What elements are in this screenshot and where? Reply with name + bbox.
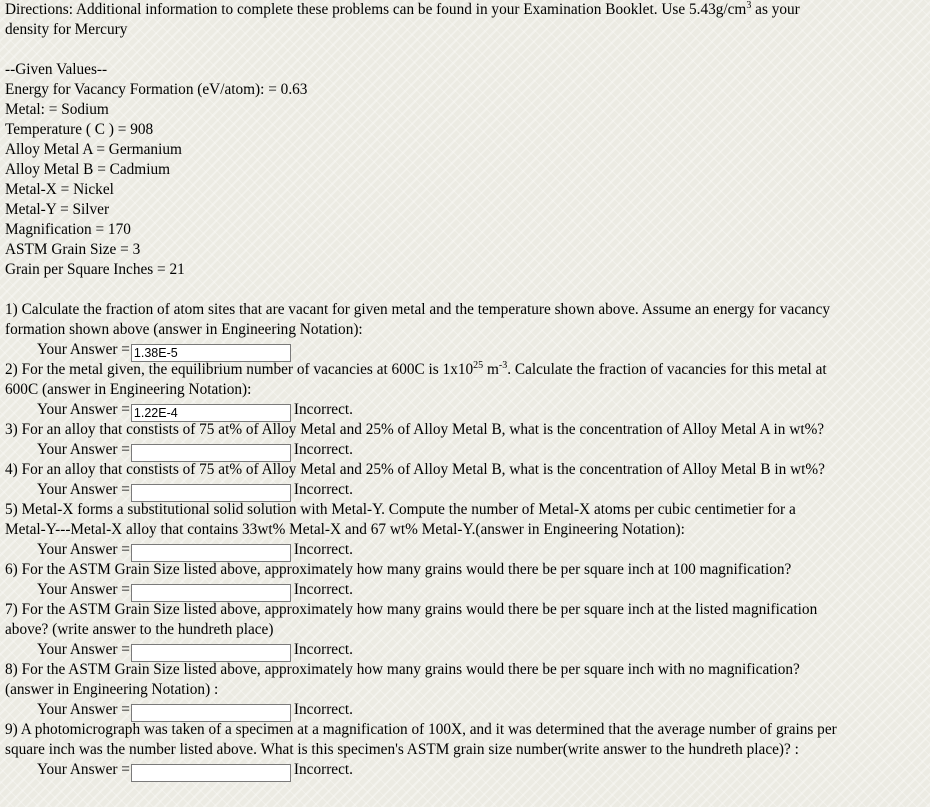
feedback-7: Incorrect. — [293, 641, 353, 658]
feedback-3: Incorrect. — [293, 441, 353, 458]
answer-label: Your Answer = — [37, 481, 130, 498]
question-4-text: 4) For an alloy that constists of 75 at% of Alloy Metal and 25% of Alloy Metal B, what is the concentration of Alloy Metal B in wt%? — [5, 461, 825, 478]
answer-label: Your Answer = — [37, 581, 130, 598]
given-energy: Energy for Vacancy Formation (eV/atom): = 0.63 — [5, 81, 308, 98]
directions-text-end: as your — [751, 1, 800, 18]
question-8-text: 8) For the ASTM Grain Size listed above, approximately how many grains would there be per square inch with no magnification? — [5, 661, 800, 678]
exponent-neg-3: -3 — [498, 360, 508, 371]
directions-line-1 — [5, 0, 925, 20]
given-metal-y: Metal-Y = Silver — [5, 201, 110, 218]
directions-line-2: density for Mercury — [5, 21, 128, 38]
answer-row-1 — [5, 340, 925, 360]
given-astm-grain-size: ASTM Grain Size = 3 — [5, 241, 141, 258]
feedback-2: Incorrect. — [293, 401, 353, 418]
given-metal: Metal: = Sodium — [5, 101, 109, 118]
feedback-5: Incorrect. — [293, 541, 353, 558]
given-metal-x: Metal-X = Nickel — [5, 181, 114, 198]
cubic-superscript: 3 — [746, 0, 752, 11]
question-7-text: 7) For the ASTM Grain Size listed above, approximately how many grains would there be per square inch at the listed magnification — [5, 601, 818, 618]
given-alloy-a: Alloy Metal A = Germanium — [5, 141, 182, 158]
given-temperature: Temperature ( C ) = 908 — [5, 121, 154, 138]
question-9-text-2: square inch was the number listed above. What is this specimen's ASTM grain size number(write answer to the hundreth place)? : — [5, 741, 799, 758]
question-2-text-2: 600C (answer in Engineering Notation): — [5, 381, 252, 398]
feedback-4: Incorrect. — [293, 481, 353, 498]
answer-row-2 — [5, 400, 925, 420]
answer-label: Your Answer = — [37, 341, 130, 358]
answer-row-9 — [5, 760, 925, 780]
question-2-text: 2) For the metal given, the equilibrium number of vacancies at 600C is $1x10^{25}$ $m^{-3}$. Calculate the fraction of vacancies for this metal at — [5, 360, 827, 378]
spacer — [5, 280, 925, 300]
answer-label: Your Answer = — [37, 541, 130, 558]
answer-row-7 — [5, 640, 925, 660]
question-7-text-2: above? (write answer to the hundreth place) — [5, 621, 274, 638]
question-5-text: 5) Metal-X forms a substitutional solid solution with Metal-Y. Compute the number of Metal-X atoms per cubic centimetier for a — [5, 501, 796, 518]
answer-row-4 — [5, 480, 925, 500]
question-9-text: 9) A photomicrograph was taken of a specimen at a magnification of 100X, and it was determined that the average number of grains per — [5, 721, 837, 738]
directions-text: Directions: Additional information to complete these problems can be found in your Examination Booklet. Use 5.43g/cm — [5, 1, 747, 18]
given-magnification: Magnification = 170 — [5, 221, 131, 238]
given-grains-per-square-inch: Grain per Square Inches = 21 — [5, 261, 185, 278]
answer-label: Your Answer = — [37, 761, 130, 778]
spacer — [5, 40, 925, 60]
question-1-text: 1) Calculate the fraction of atom sites that are vacant for given metal and the temperature shown above. Assume an energy for vacancy — [5, 301, 831, 318]
question-6-text: 6) For the ASTM Grain Size listed above, approximately how many grains would there be per square inch at 100 magnification? — [5, 561, 792, 578]
answer-label: Your Answer = — [37, 701, 130, 718]
question-5-text-2: Metal-Y---Metal-X alloy that contains 33wt% Metal-X and 67 wt% Metal-Y.(answer in Engineering Notation): — [5, 521, 685, 538]
question-8-text-2: (answer in Engineering Notation) : — [5, 681, 219, 698]
exponent-25: 25 — [473, 360, 484, 371]
feedback-9: Incorrect. — [293, 761, 353, 778]
feedback-6: Incorrect. — [293, 581, 353, 598]
answer-row-5 — [5, 540, 925, 560]
answer-input-9[interactable] — [131, 764, 291, 782]
answer-label: Your Answer = — [37, 441, 130, 458]
question-1-text-2: formation shown above (answer in Engineering Notation): — [5, 321, 363, 338]
question-3-text: 3) For an alloy that constists of 75 at% of Alloy Metal and 25% of Alloy Metal B, what is the concentration of Alloy Metal A in wt%? — [5, 421, 825, 438]
answer-row-6 — [5, 580, 925, 600]
answer-label: Your Answer = — [37, 641, 130, 658]
feedback-8: Incorrect. — [293, 701, 353, 718]
answer-label: Your Answer = — [37, 401, 130, 418]
answer-row-8 — [5, 700, 925, 720]
answer-row-3 — [5, 440, 925, 460]
given-values-header: --Given Values-- — [5, 61, 108, 78]
given-alloy-b: Alloy Metal B = Cadmium — [5, 161, 170, 178]
